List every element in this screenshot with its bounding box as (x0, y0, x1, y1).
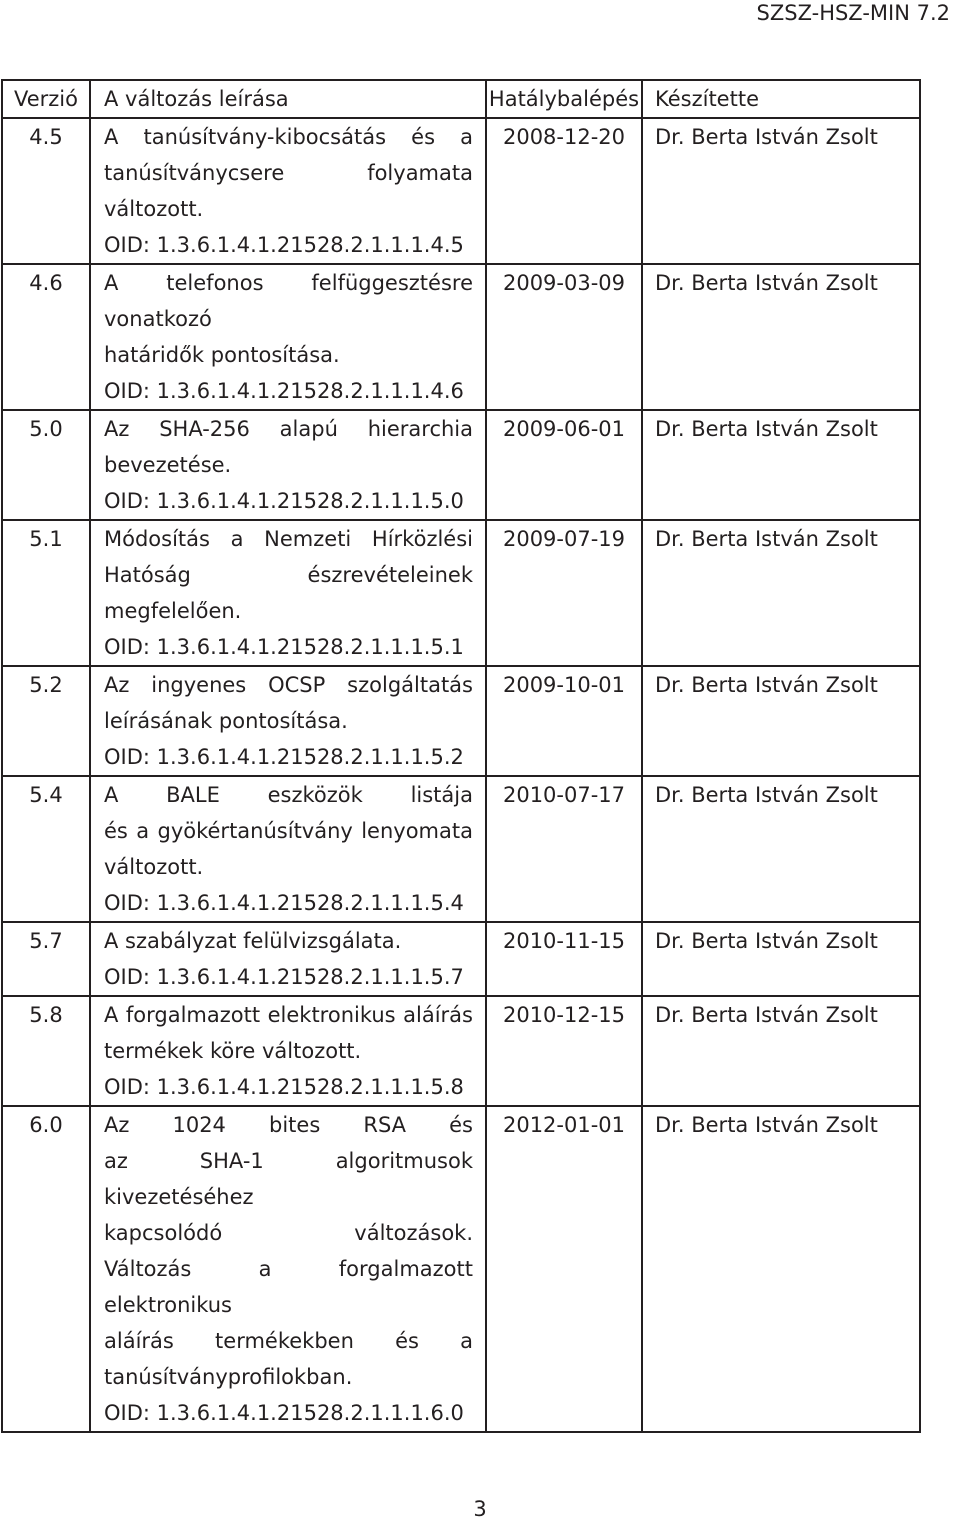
effective-date-cell: 2009-06-01 (486, 410, 642, 520)
description-cell (90, 118, 486, 264)
table-row (2, 1106, 920, 1432)
version-cell: 5.8 (2, 996, 90, 1106)
description-line: határidők pontosítása. (104, 343, 340, 367)
description-cell (90, 1106, 486, 1432)
description-line: OID: 1.3.6.1.4.1.21528.2.1.1.1.6.0 (104, 1401, 464, 1425)
table-row (2, 264, 920, 410)
effective-date-cell: 2010-11-15 (486, 922, 642, 996)
description-line: A BALE eszközök listája (104, 783, 473, 807)
description-line: az SHA-1 algoritmusok kivezetéséhez (104, 1149, 473, 1209)
effective-date-cell: 2010-12-15 (486, 996, 642, 1106)
effective-date-cell: 2012-01-01 (486, 1106, 642, 1432)
description-line: Módosítás a Nemzeti Hírközlési (104, 527, 473, 551)
author-cell: Dr. Berta István Zsolt (642, 776, 920, 922)
description-line: OID: 1.3.6.1.4.1.21528.2.1.1.1.4.6 (104, 379, 464, 403)
description-line: Az ingyenes OCSP szolgáltatás (104, 673, 473, 697)
description-line: és a gyökértanúsítvány lenyomata (104, 819, 473, 843)
table-row (2, 520, 920, 666)
author-cell: Dr. Berta István Zsolt (642, 520, 920, 666)
author-cell: Dr. Berta István Zsolt (642, 1106, 920, 1432)
description-line: Változás a forgalmazott elektronikus (104, 1257, 473, 1317)
table-header-row (2, 80, 920, 118)
description-line: Az 1024 bites RSA és (104, 1113, 473, 1137)
description-line: OID: 1.3.6.1.4.1.21528.2.1.1.1.5.7 (104, 965, 464, 989)
effective-date-cell: 2009-10-01 (486, 666, 642, 776)
column-header-author: Készítette (642, 80, 920, 118)
effective-date-cell: 2009-03-09 (486, 264, 642, 410)
description-line: bevezetése. (104, 453, 232, 477)
version-cell: 6.0 (2, 1106, 90, 1432)
description-line: tanúsítványprofilokban. (104, 1365, 353, 1389)
author-cell: Dr. Berta István Zsolt (642, 996, 920, 1106)
version-cell: 5.4 (2, 776, 90, 922)
description-line: A telefonos felfüggesztésre vonatkozó (104, 271, 473, 331)
running-header-doc-id: SZSZ-HSZ-MIN 7.2 (756, 1, 950, 25)
column-header-description: A változás leírása (90, 80, 486, 118)
table-row (2, 118, 920, 264)
table-row (2, 666, 920, 776)
effective-date-cell: 2009-07-19 (486, 520, 642, 666)
description-line: OID: 1.3.6.1.4.1.21528.2.1.1.1.5.1 (104, 635, 464, 659)
author-cell: Dr. Berta István Zsolt (642, 118, 920, 264)
description-line: termékek köre változott. (104, 1039, 362, 1063)
table-row (2, 776, 920, 922)
description-line: OID: 1.3.6.1.4.1.21528.2.1.1.1.4.5 (104, 233, 464, 257)
author-cell: Dr. Berta István Zsolt (642, 264, 920, 410)
effective-date-cell: 2010-07-17 (486, 776, 642, 922)
description-line: A forgalmazott elektronikus aláírás (104, 1003, 473, 1027)
version-cell: 5.2 (2, 666, 90, 776)
description-line: Hatóság észrevételeinek megfelelően. (104, 563, 473, 623)
description-line: tanúsítványcsere folyamata változott. (104, 161, 473, 221)
description-cell (90, 410, 486, 520)
author-cell: Dr. Berta István Zsolt (642, 410, 920, 520)
description-line: leírásának pontosítása. (104, 709, 348, 733)
description-line: változott. (104, 855, 204, 879)
description-line: OID: 1.3.6.1.4.1.21528.2.1.1.1.5.0 (104, 489, 464, 513)
column-header-effective-date: Hatálybalépés (486, 80, 642, 118)
version-cell: 4.6 (2, 264, 90, 410)
version-cell: 5.7 (2, 922, 90, 996)
description-cell (90, 666, 486, 776)
description-cell (90, 922, 486, 996)
table-row (2, 410, 920, 520)
description-cell (90, 264, 486, 410)
description-cell (90, 776, 486, 922)
author-cell: Dr. Berta István Zsolt (642, 922, 920, 996)
description-line: A szabályzat felülvizsgálata. (104, 929, 402, 953)
description-line: Az SHA-256 alapú hierarchia (104, 417, 473, 441)
effective-date-cell: 2008-12-20 (486, 118, 642, 264)
version-cell: 5.1 (2, 520, 90, 666)
version-cell: 4.5 (2, 118, 90, 264)
description-line: OID: 1.3.6.1.4.1.21528.2.1.1.1.5.4 (104, 891, 464, 915)
description-line: OID: 1.3.6.1.4.1.21528.2.1.1.1.5.2 (104, 745, 464, 769)
version-history-table (1, 79, 921, 1433)
table-row (2, 996, 920, 1106)
column-header-version: Verzió (2, 80, 90, 118)
description-line: A tanúsítvány-kibocsátás és a (104, 125, 473, 149)
description-line: aláírás termékekben és a (104, 1329, 473, 1353)
table-row (2, 922, 920, 996)
description-cell (90, 996, 486, 1106)
author-cell: Dr. Berta István Zsolt (642, 666, 920, 776)
description-cell (90, 520, 486, 666)
description-line: kapcsolódó változások. (104, 1221, 473, 1245)
version-cell: 5.0 (2, 410, 90, 520)
description-line: OID: 1.3.6.1.4.1.21528.2.1.1.1.5.8 (104, 1075, 464, 1099)
page-number: 3 (473, 1497, 487, 1521)
